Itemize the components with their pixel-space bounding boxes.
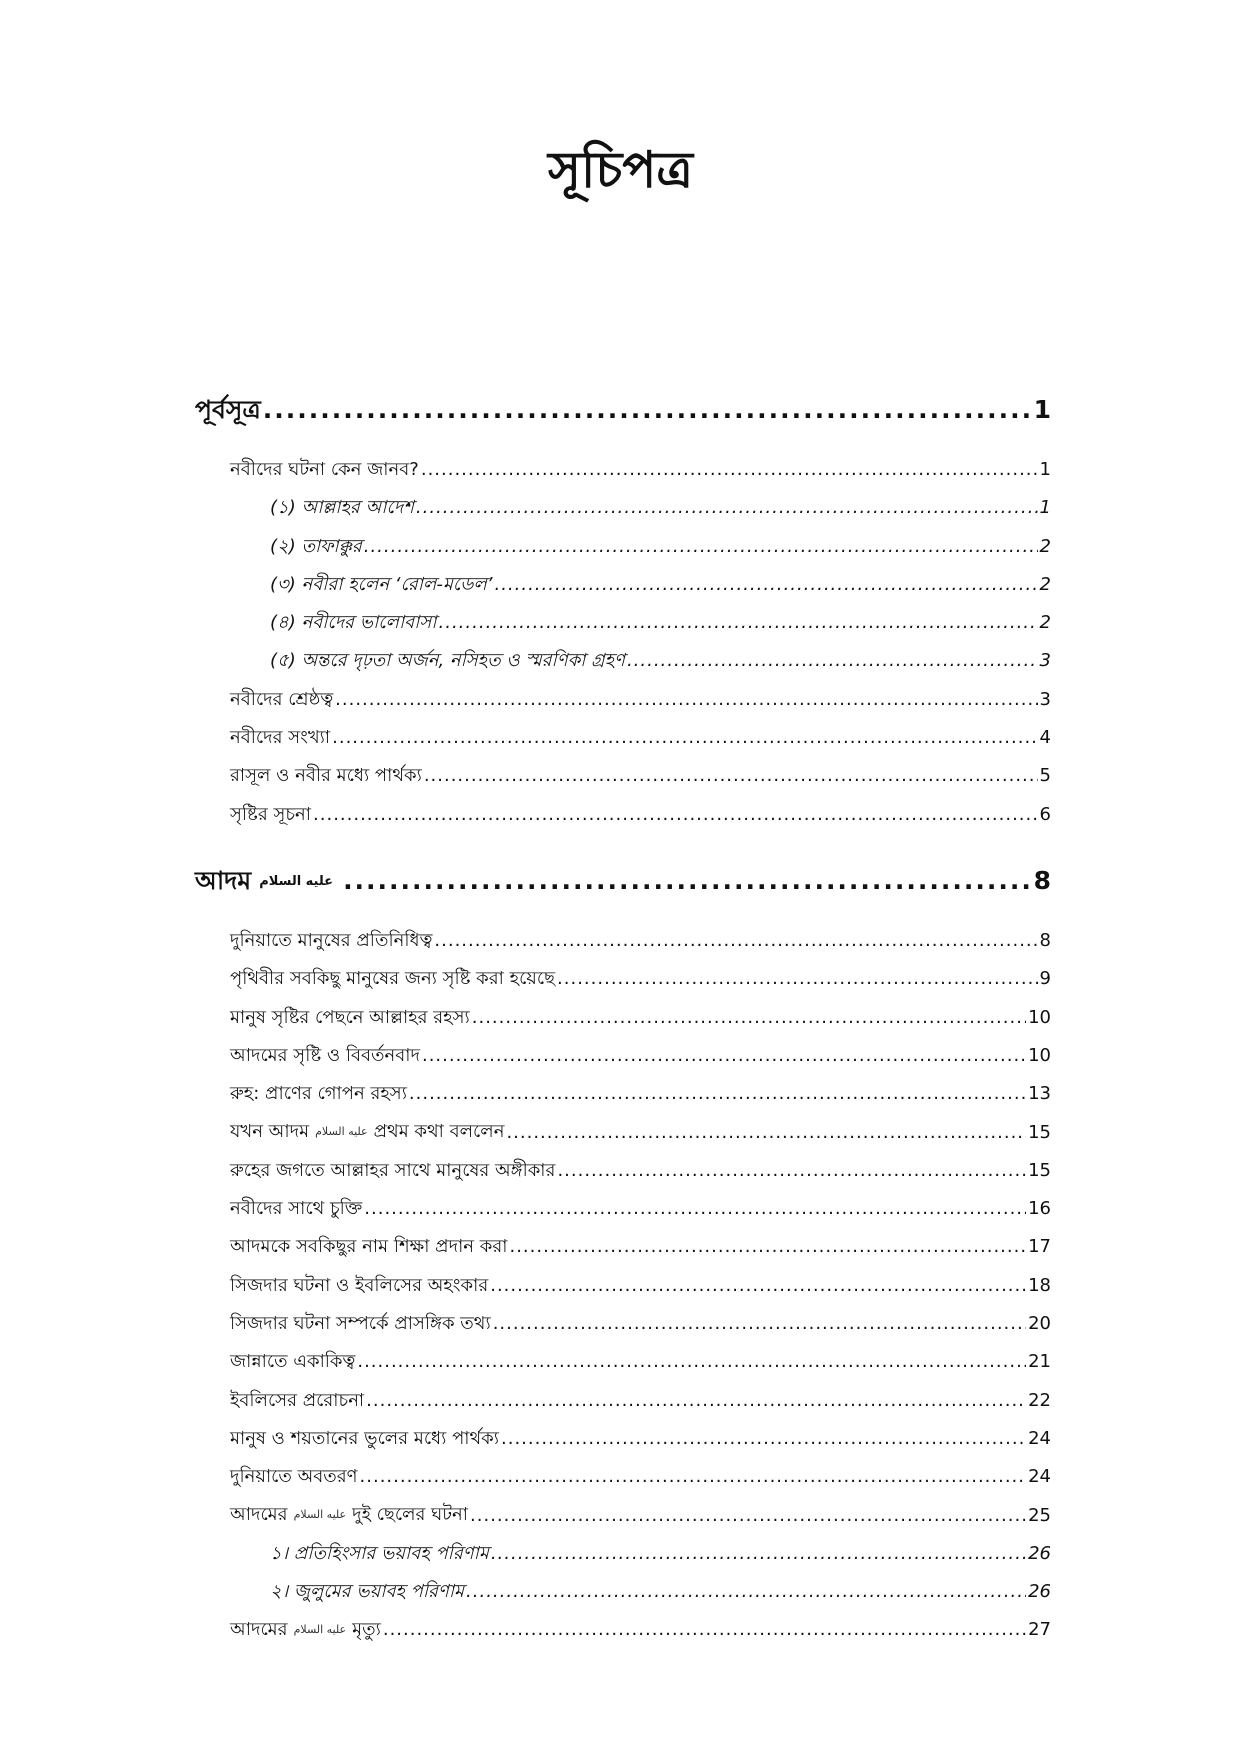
toc-subentry[interactable] xyxy=(195,604,1051,642)
toc-subentry[interactable] xyxy=(195,489,1051,527)
entry-page: 21 xyxy=(1028,1351,1051,1373)
chapter-title: পূর্বসূত্র xyxy=(195,395,261,424)
entry-title: ১। প্রতিহিংসার ভয়াবহ পরিণাম xyxy=(270,1542,489,1564)
toc-entry[interactable] xyxy=(195,1382,1051,1420)
leader-dots xyxy=(416,489,1038,527)
toc-entry[interactable] xyxy=(195,1228,1051,1266)
entry-page: 26 xyxy=(1028,1542,1051,1564)
page-title: সূচিপত্র xyxy=(548,141,693,199)
entry-page: 9 xyxy=(1039,968,1051,990)
leader-dots xyxy=(366,1382,1026,1420)
entry-page: 6 xyxy=(1039,803,1051,825)
entry-title xyxy=(230,1113,504,1151)
entry-title: (২) তাফাক্কুর xyxy=(270,535,362,557)
honorific-calligraphy: عليه السلام xyxy=(293,1508,347,1522)
toc-entry[interactable] xyxy=(195,1152,1051,1190)
entry-title: জান্নাতে একাকিত্ব xyxy=(230,1351,356,1373)
entry-page: 15 xyxy=(1028,1159,1051,1181)
entry-page: 13 xyxy=(1028,1083,1051,1105)
entry-page: 17 xyxy=(1028,1236,1051,1258)
entry-page: 20 xyxy=(1028,1312,1051,1334)
entry-title: আদমকে সবকিছুর নাম শিক্ষা প্রদান করা xyxy=(230,1236,508,1258)
entry-page: 2 xyxy=(1039,612,1051,634)
entry-page: 1 xyxy=(1039,497,1051,519)
entry-title-part: আদমের xyxy=(230,1619,288,1641)
leader-dots xyxy=(491,1535,1026,1573)
entry-page: 2 xyxy=(1039,535,1051,557)
toc-subentry[interactable] xyxy=(195,642,1051,680)
entry-title: ইবলিসের প্ররোচনা xyxy=(230,1389,365,1411)
chapter-page: 1 xyxy=(1033,395,1051,424)
leader-dots xyxy=(509,1228,1026,1266)
entry-page: 4 xyxy=(1039,727,1051,749)
entry-title: সৃষ্টির সূচনা xyxy=(230,803,312,825)
toc-entry[interactable] xyxy=(195,451,1051,489)
entry-page: 27 xyxy=(1028,1619,1051,1641)
leader-dots xyxy=(557,1152,1026,1190)
leader-dots xyxy=(343,856,1032,906)
leader-dots xyxy=(332,719,1037,757)
honorific-calligraphy: عليه السلام xyxy=(293,1623,347,1637)
toc-entry[interactable] xyxy=(195,1037,1051,1075)
chapter-page: 8 xyxy=(1033,865,1051,895)
leader-dots xyxy=(557,960,1038,998)
entry-page: 5 xyxy=(1039,765,1051,787)
leader-dots xyxy=(493,1305,1026,1343)
leader-dots xyxy=(439,604,1038,642)
entry-title-part: যখন আদম xyxy=(230,1121,310,1143)
leader-dots xyxy=(409,1075,1026,1113)
entry-title: রুহ: প্রাণের গোপন রহস্য xyxy=(230,1083,407,1105)
entry-title: আদমের সৃষ্টি ও বিবর্তনবাদ xyxy=(230,1044,420,1066)
toc-entry[interactable] xyxy=(195,681,1051,719)
entry-page: 10 xyxy=(1028,1044,1051,1066)
entry-page: 18 xyxy=(1028,1274,1051,1296)
honorific-calligraphy: عليه السلام xyxy=(315,1125,368,1139)
entry-page: 24 xyxy=(1028,1466,1051,1488)
entry-title: নবীদের ঘটনা কেন জানব? xyxy=(230,459,419,480)
entry-title: (৪) নবীদের ভালোবাসা xyxy=(270,612,437,634)
entry-page: 22 xyxy=(1028,1389,1051,1411)
entry-title: পৃথিবীর সবকিছু মানুষের জন্য সৃষ্টি করা হয়েছে xyxy=(230,968,556,990)
entry-title: নবীদের সংখ্যা xyxy=(230,727,331,749)
entry-title: সিজদার ঘটনা ও ইবলিসের অহংকার xyxy=(230,1274,489,1296)
toc-subentry[interactable] xyxy=(195,1573,1051,1611)
toc-entry[interactable] xyxy=(195,1420,1051,1458)
chapter-title-text: আদম xyxy=(195,865,252,895)
leader-dots xyxy=(490,1267,1026,1305)
leader-dots xyxy=(627,642,1038,680)
leader-dots xyxy=(466,1573,1026,1611)
entry-page: 24 xyxy=(1028,1427,1051,1449)
leader-dots xyxy=(424,757,1038,795)
leader-dots xyxy=(472,999,1026,1037)
leader-dots xyxy=(421,451,1038,489)
toc-subentry[interactable] xyxy=(195,528,1051,566)
entry-title xyxy=(230,1611,381,1649)
entry-title: নবীদের সাথে চুক্তি xyxy=(230,1198,363,1220)
entry-title-part: আদমের xyxy=(230,1504,288,1526)
toc-chapter-purbasutro[interactable] xyxy=(195,385,1051,435)
leader-dots xyxy=(364,1190,1026,1228)
leader-dots xyxy=(383,1611,1026,1649)
toc-entry[interactable] xyxy=(195,1075,1051,1113)
toc-entry[interactable] xyxy=(195,1343,1051,1381)
leader-dots xyxy=(506,1114,1026,1152)
leader-dots xyxy=(470,1497,1026,1535)
entry-page: 8 xyxy=(1039,929,1051,951)
leader-dots xyxy=(422,1037,1026,1075)
entry-title: রুহের জগতে আল্লাহর সাথে মানুষের অঙ্গীকার xyxy=(230,1159,556,1181)
toc-entry[interactable] xyxy=(195,1458,1051,1496)
entry-page: 3 xyxy=(1039,650,1051,672)
entry-title: দুনিয়াতে মানুষের প্রতিনিধিত্ব xyxy=(230,929,433,951)
entry-page: 1 xyxy=(1039,459,1051,480)
toc-entry[interactable] xyxy=(195,1305,1051,1343)
toc-entry[interactable] xyxy=(195,999,1051,1037)
entry-page: 25 xyxy=(1028,1504,1051,1526)
leader-dots xyxy=(263,385,1032,435)
toc-chapter-adam[interactable] xyxy=(195,856,1051,906)
toc-entry[interactable] xyxy=(195,1190,1051,1228)
entry-title: (৩) নবীরা হলেন ‘রোল-মডেল’ xyxy=(270,573,493,595)
toc-entry[interactable] xyxy=(195,922,1051,960)
entry-page: 3 xyxy=(1039,688,1051,710)
entry-page: 16 xyxy=(1028,1198,1051,1220)
entry-title: (৫) অন্তরে দৃঢ়তা অর্জন, নসিহত ও স্মরণিকা গ্রহণ xyxy=(270,650,625,672)
entry-title: নবীদের শ্রেষ্ঠত্ব xyxy=(230,688,334,710)
entry-page: 10 xyxy=(1028,1006,1051,1028)
toc-entry[interactable] xyxy=(195,719,1051,757)
entry-title: দুনিয়াতে অবতরণ xyxy=(230,1466,358,1488)
entry-title: সিজদার ঘটনা সম্পর্কে প্রাসঙ্গিক তথ্য xyxy=(230,1312,491,1334)
leader-dots xyxy=(360,1458,1027,1496)
entry-title-part: দুই ছেলের ঘটনা xyxy=(352,1504,469,1526)
leader-dots xyxy=(434,922,1037,960)
entry-title: মানুষ সৃষ্টির পেছনে আল্লাহর রহস্য xyxy=(230,1006,470,1028)
toc-subentry[interactable] xyxy=(195,1535,1051,1573)
entry-title: ২। জুলুমের ভয়াবহ পরিণাম xyxy=(270,1581,465,1603)
entry-title: রাসূল ও নবীর মধ্যে পার্থক্য xyxy=(230,765,422,787)
toc-entry[interactable] xyxy=(195,1496,1051,1534)
entry-title: (১) আল্লাহর আদেশ xyxy=(270,497,414,519)
entry-page: 26 xyxy=(1028,1581,1051,1603)
chapter-title xyxy=(195,856,341,907)
leader-dots xyxy=(501,1420,1026,1458)
leader-dots xyxy=(313,796,1038,834)
toc-entry[interactable] xyxy=(195,1267,1051,1305)
entry-title xyxy=(230,1496,468,1534)
entry-page: 2 xyxy=(1039,573,1051,595)
table-of-contents xyxy=(195,385,1051,1650)
toc-entry[interactable] xyxy=(195,796,1051,834)
entry-page: 15 xyxy=(1028,1121,1051,1143)
leader-dots xyxy=(494,566,1037,604)
entry-title-part: প্রথম কথা বললেন xyxy=(373,1121,505,1143)
toc-entry[interactable] xyxy=(195,1113,1051,1151)
entry-title-part: মৃত্যু xyxy=(352,1619,381,1641)
honorific-calligraphy: عليه السلام xyxy=(259,873,334,889)
toc-entry[interactable] xyxy=(195,960,1051,998)
toc-subentry[interactable] xyxy=(195,566,1051,604)
toc-entry[interactable] xyxy=(195,1611,1051,1649)
toc-entry[interactable] xyxy=(195,757,1051,795)
entry-title: মানুষ ও শয়তানের ভুলের মধ্যে পার্থক্য xyxy=(230,1427,499,1449)
leader-dots xyxy=(364,528,1038,566)
leader-dots xyxy=(357,1343,1026,1381)
leader-dots xyxy=(335,681,1037,719)
